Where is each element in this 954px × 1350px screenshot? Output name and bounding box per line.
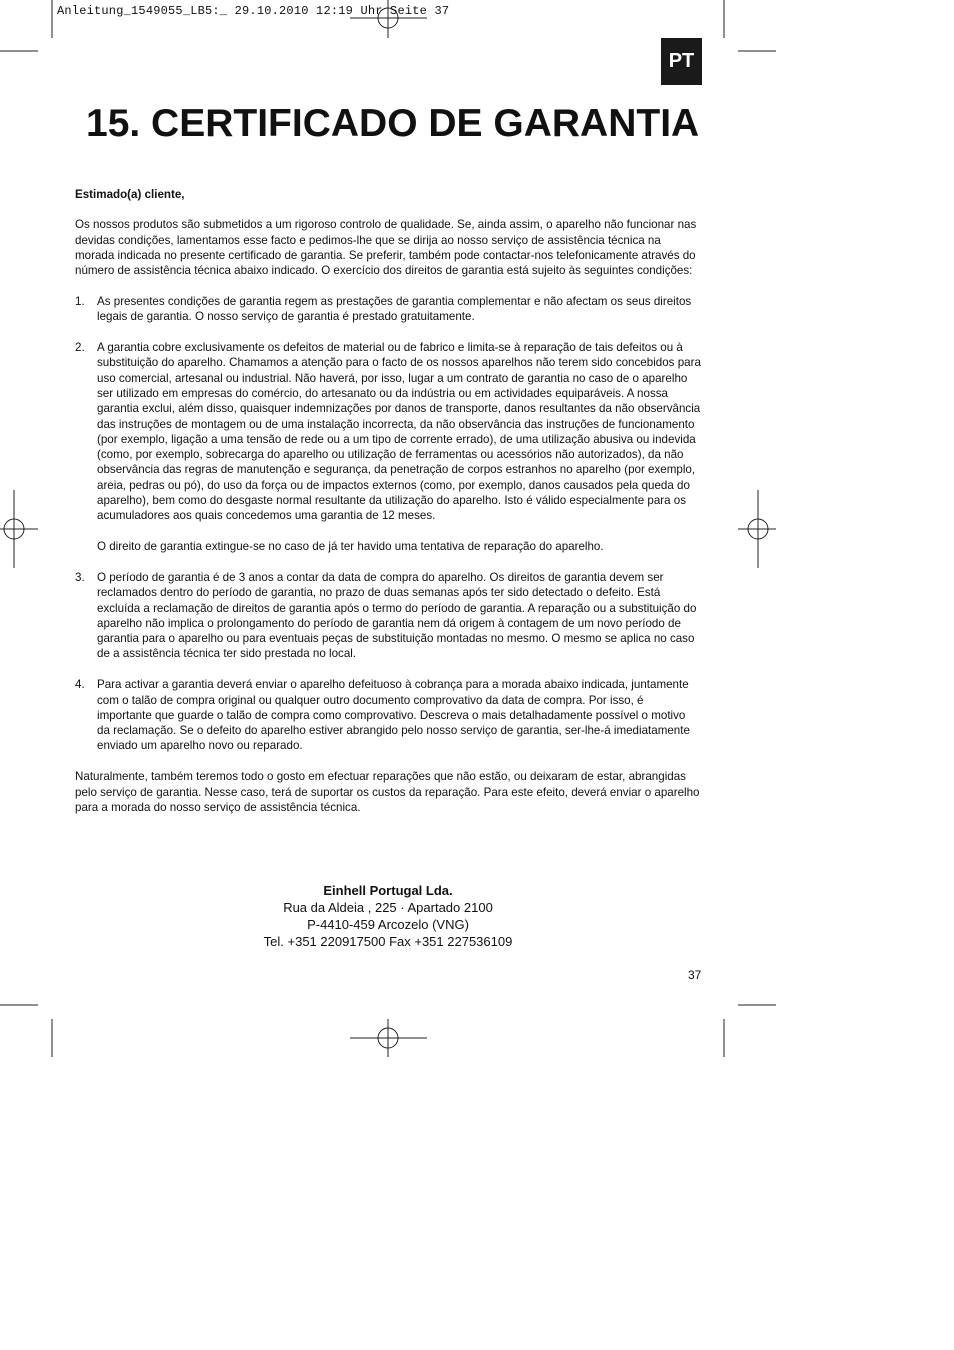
page-number: 37 (688, 968, 702, 982)
condition-text: As presentes condições de garantia regem as prestações de garantia complementar e não afectam os seus direitos legais de garantia. O nosso serviço de garantia é prestado gratuitamente. (97, 294, 692, 324)
language-badge: PT (661, 38, 702, 85)
condition-number: 3. (75, 570, 85, 584)
condition-extra-text: O direito de garantia extingue-se no caso de já ter havido uma tentativa de reparação do aparelho. (97, 540, 604, 554)
condition-text: A garantia cobre exclusivamente os defeitos de material ou de fabrico e limita-se à reparação de tais defeitos ou à substituição do aparelho. Chamamos a atenção para o facto de os nossos aparelhos não terem sido concebidos para uso comercial, artesanal ou industrial. Não haverá, por isso, lugar a um contrato de garantia no caso de o aparelho ser utilizado em empresas do comércio, do artesanato ou da indústria ou em actividades equiparáveis. A nossa garantia exclui, além disso, quaisquer indemnizações por danos de transporte, danos resultantes da não observância das instruções de montagem ou de uma instalação incorrecta, da não observância das instruções de funcionamento (por exemplo, ligação a uma tensão de rede ou a um tipo de corrente errado), de uma utilização abusiva ou indevida (como, por exemplo, sobrecarga do aparelho ou utilização de ferramentas ou acessórios não autorizados), da não observância das regras de manutenção e segurança, da penetração de corpos estranhos no aparelho (por exemplo, areia, pedras ou pó), do uso da força ou de impactos externos (como, por exemplo, danos causados pela queda do aparelho), bem como do desgaste normal resultante da utilização do aparelho. Isto é válido especialmente para os acumuladores aos quais concedemos uma garantia de 12 meses. (97, 341, 701, 523)
warranty-body (75, 187, 701, 815)
condition-item-3 (75, 570, 701, 662)
condition-text: O período de garantia é de 3 anos a contar da data de compra do aparelho. Os direitos de garantia devem ser reclamados dentro do período de garantia, no prazo de duas semanas após ter sido detectado o defeito. Está excluída a reclamação de direitos de garantia após o termo do período de garantia. A reparação ou a substituição do aparelho não implica o prolongamento do período de garantia nem dá origem à contagem de um novo período de garantia para o aparelho ou para eventuais peças de substituição montadas no mesmo. O mesmo se aplica no caso de a assistência técnica ter sido prestada no local. (97, 570, 697, 661)
condition-item-1 (75, 294, 701, 325)
closing-paragraph: Naturalmente, também teremos todo o gosto em efectuar reparações que não estão, ou deixaram de estar, abrangidas pelo serviço de garantia. Nesse caso, terá de suportar os custos da reparação. Para este efeito, deverá enviar o aparelho para a morada do nosso serviço de assistência técnica. (75, 770, 700, 814)
address-street: Rua da Aldeia , 225 · Apartado 2100 (283, 900, 493, 915)
condition-number: 1. (75, 294, 85, 308)
service-address (175, 882, 601, 950)
print-slug: Anleitung_1549055_LB5:_ 29.10.2010 12:19 Uhr Seite 37 (57, 4, 450, 18)
intro-paragraph: Os nossos produtos são submetidos a um rigoroso controlo de qualidade. Se, ainda assim, o aparelho não funcionar nas devidas condições, lamentamos esse facto e pedimos-lhe que se dirija ao nosso serviço de assistência técnica na morada indicada no presente certificado de garantia. Se preferir, também pode contactar-nos telefonicamente através do número de assistência técnica abaixo indicado. O exercício dos direitos de garantia está sujeito às seguintes condições: (75, 218, 697, 278)
condition-number: 2. (75, 341, 85, 355)
page-title: 15. CERTIFICADO DE GARANTIA (86, 102, 700, 145)
address-phone: Tel. +351 220917500 Fax +351 227536109 (263, 934, 513, 949)
condition-item-2 (75, 340, 701, 554)
greeting: Estimado(a) cliente, (75, 188, 185, 201)
condition-number: 4. (75, 678, 85, 692)
condition-item-4 (75, 677, 701, 753)
company-name: Einhell Portugal Lda. (323, 883, 453, 898)
condition-text: Para activar a garantia deverá enviar o aparelho defeituoso à cobrança para a morada abaixo indicada, juntamente com o talão de compra original ou qualquer outro documento comprovativo da data de compra. Por isso, é importante que guarde o talão de compra como comprovativo. Descreva o mais detalhadamente possível o motivo da reclamação. Se o defeito do aparelho estiver abrangido pelo nosso serviço de garantia, ser-lhe-á imediatamente enviado um aparelho novo ou reparado. (97, 678, 690, 753)
address-city: P-4410-459 Arcozelo (VNG) (307, 917, 469, 932)
